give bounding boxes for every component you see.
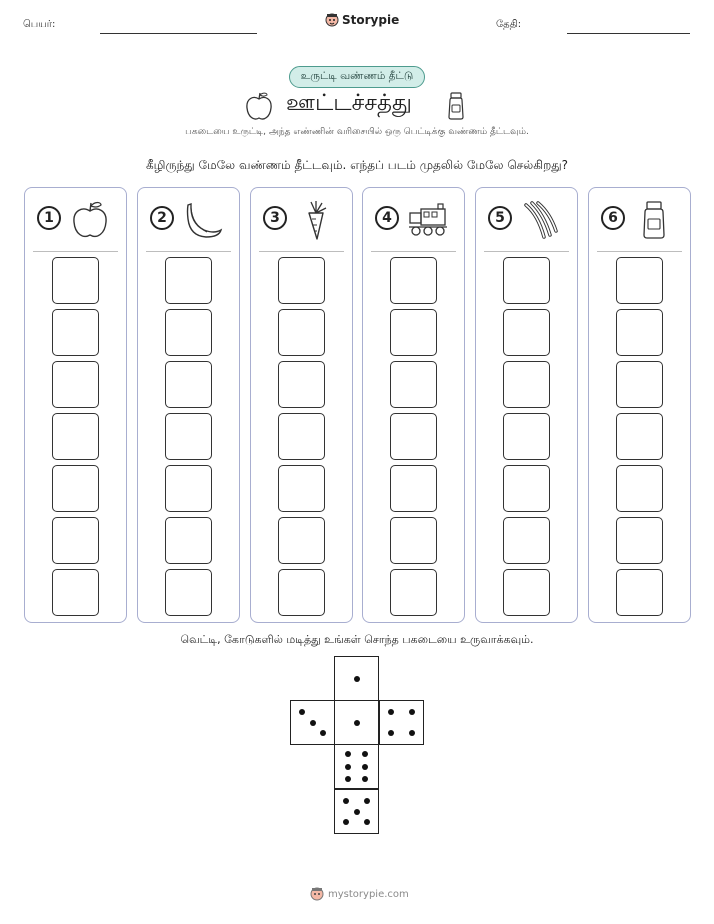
die-face-left <box>290 700 335 745</box>
footer <box>310 886 409 902</box>
column-divider <box>33 251 118 252</box>
color-box[interactable] <box>390 413 437 460</box>
color-box[interactable] <box>503 413 550 460</box>
column-number: 4 <box>375 206 399 230</box>
banana-icon <box>182 199 224 241</box>
column-divider <box>371 251 456 252</box>
jar-icon <box>446 91 466 121</box>
die-pip <box>362 751 368 757</box>
column-number: 6 <box>601 206 625 230</box>
footer-url: mystorypie.com <box>328 888 409 900</box>
column-divider <box>484 251 569 252</box>
color-box[interactable] <box>165 257 212 304</box>
date-line <box>567 33 690 34</box>
die-pip <box>345 751 351 757</box>
die-pip <box>364 819 370 825</box>
cut-instruction: வெட்டி, கோடுகளில் மடித்து உங்கள் சொந்த பகடையை உருவாக்கவும். <box>180 633 534 646</box>
die-pip <box>345 776 351 782</box>
color-box[interactable] <box>390 361 437 408</box>
color-box[interactable] <box>616 413 663 460</box>
color-box[interactable] <box>278 361 325 408</box>
color-box[interactable] <box>503 517 550 564</box>
apple-icon <box>69 199 111 241</box>
color-box[interactable] <box>503 569 550 616</box>
carrot-icon <box>295 199 337 241</box>
die-pip <box>409 709 415 715</box>
color-box[interactable] <box>52 309 99 356</box>
column-divider <box>146 251 231 252</box>
die-pip <box>409 730 415 736</box>
name-line <box>100 33 257 34</box>
column-divider <box>259 251 344 252</box>
color-box[interactable] <box>390 309 437 356</box>
die-pip <box>388 709 394 715</box>
apple-icon <box>244 90 274 122</box>
column-1 <box>24 187 127 623</box>
color-box[interactable] <box>52 569 99 616</box>
storypie-logo <box>325 12 399 28</box>
column-number: 3 <box>263 206 287 230</box>
die-face-right <box>379 700 424 745</box>
color-box[interactable] <box>278 309 325 356</box>
jar-icon <box>633 199 675 241</box>
die-pip <box>362 776 368 782</box>
column-2 <box>137 187 240 623</box>
name-label: பெயர்: <box>23 19 56 30</box>
die-face-center <box>334 700 379 745</box>
logo-text: Storypie <box>342 13 400 27</box>
color-box[interactable] <box>616 465 663 512</box>
color-box[interactable] <box>278 517 325 564</box>
storypie-mascot-icon <box>310 886 324 902</box>
color-box[interactable] <box>390 257 437 304</box>
color-box[interactable] <box>503 361 550 408</box>
die-pip <box>354 720 360 726</box>
die-pip <box>343 798 349 804</box>
color-box[interactable] <box>390 465 437 512</box>
color-box[interactable] <box>616 309 663 356</box>
color-box[interactable] <box>165 569 212 616</box>
color-box[interactable] <box>52 361 99 408</box>
color-box[interactable] <box>278 465 325 512</box>
train-icon <box>407 199 449 241</box>
die-pip <box>388 730 394 736</box>
column-number: 5 <box>488 206 512 230</box>
die-pip <box>343 819 349 825</box>
column-5 <box>475 187 578 623</box>
page-title: ஊட்டச்சத்து <box>286 90 412 116</box>
color-box[interactable] <box>52 257 99 304</box>
color-box[interactable] <box>616 257 663 304</box>
die-pip <box>354 809 360 815</box>
die-pip <box>362 764 368 770</box>
die-face-top <box>334 656 379 701</box>
color-box[interactable] <box>165 309 212 356</box>
date-label: தேதி: <box>496 19 522 30</box>
color-box[interactable] <box>390 517 437 564</box>
die-pip <box>345 764 351 770</box>
beans-icon <box>520 199 562 241</box>
color-box[interactable] <box>165 517 212 564</box>
color-box[interactable] <box>616 569 663 616</box>
color-box[interactable] <box>278 569 325 616</box>
color-box[interactable] <box>165 361 212 408</box>
die-pip <box>310 720 316 726</box>
color-box[interactable] <box>165 465 212 512</box>
column-number: 1 <box>37 206 61 230</box>
column-6 <box>588 187 691 623</box>
color-box[interactable] <box>278 257 325 304</box>
color-box[interactable] <box>278 413 325 460</box>
storypie-mascot-icon <box>325 12 339 28</box>
color-box[interactable] <box>390 569 437 616</box>
subtitle: பகடையை உருட்டி, அந்த எண்ணின் வரிசையில் ஒரு பெட்டிக்கு வண்ணம் தீட்டவும். <box>185 127 529 137</box>
color-box[interactable] <box>503 309 550 356</box>
color-box[interactable] <box>503 465 550 512</box>
die-face-lower <box>334 744 379 789</box>
color-box[interactable] <box>616 361 663 408</box>
color-box[interactable] <box>503 257 550 304</box>
question: கீழிருந்து மேலே வண்ணம் தீட்டவும். எந்தப் படம் முதலில் மேலே செல்கிறது? <box>145 158 569 172</box>
color-box[interactable] <box>52 413 99 460</box>
color-box[interactable] <box>52 465 99 512</box>
color-box[interactable] <box>616 517 663 564</box>
column-3 <box>250 187 353 623</box>
die-pip <box>299 709 305 715</box>
column-4 <box>362 187 465 623</box>
die-pip <box>320 730 326 736</box>
die-pip <box>364 798 370 804</box>
column-divider <box>597 251 682 252</box>
column-number: 2 <box>150 206 174 230</box>
die-pip <box>354 676 360 682</box>
activity-badge: உருட்டி வண்ணம் தீட்டு <box>289 66 425 88</box>
color-box[interactable] <box>52 517 99 564</box>
die-face-bottom <box>334 789 379 834</box>
color-box[interactable] <box>165 413 212 460</box>
